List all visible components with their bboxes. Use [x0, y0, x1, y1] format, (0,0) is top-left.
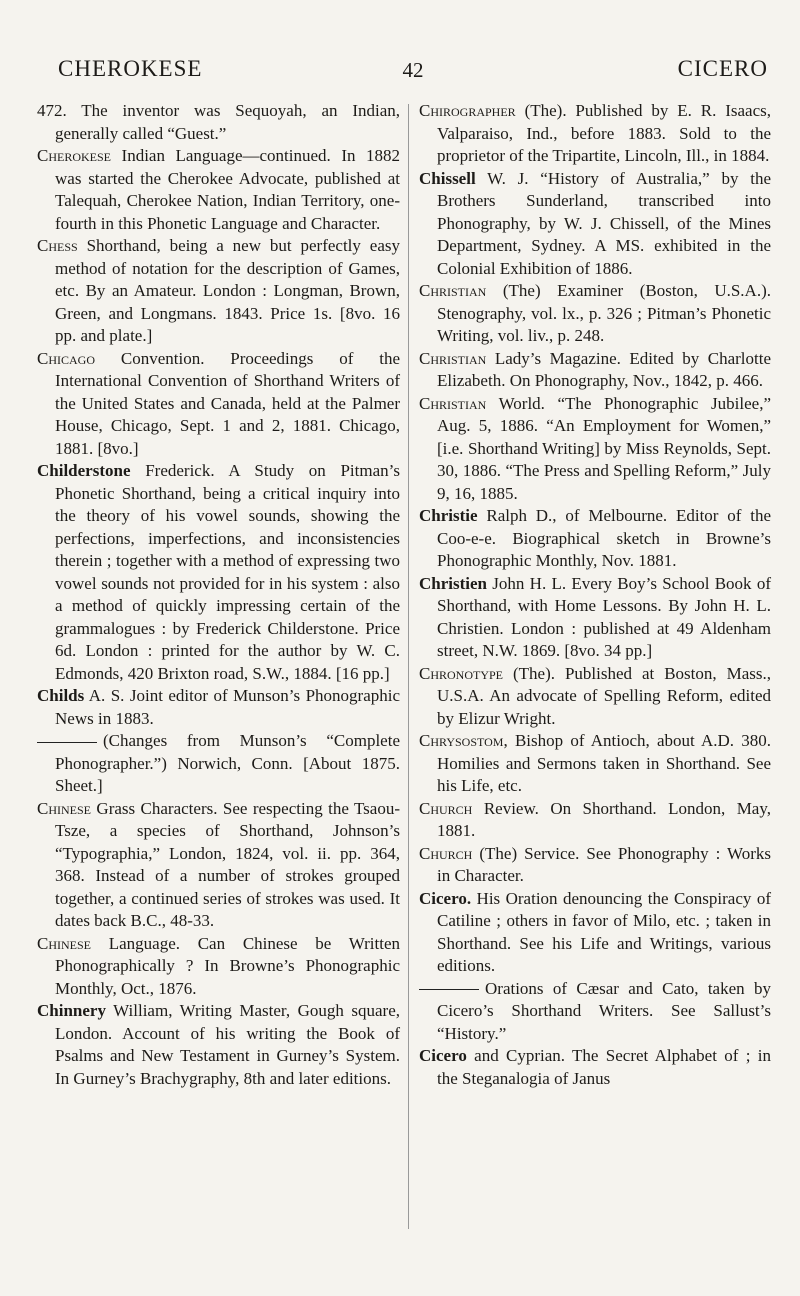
- entry: 472. The inventor was Sequoyah, an Indian, generally called “Guest.”: [37, 101, 400, 143]
- entry: [419, 843, 771, 888]
- entry-continuation: [37, 730, 400, 798]
- entry: [419, 505, 771, 573]
- entry-headword: Chicago: [37, 348, 96, 368]
- entry-text: and Cyprian. The Secret Alphabet of ; in the Steganalogia of Janus: [437, 1046, 771, 1088]
- entry-headword: Cicero: [419, 1046, 467, 1065]
- entry-text: Review. On Shorthand. London, May, 1881.: [437, 798, 772, 840]
- entry-text: (Changes from Munson’s “Complete Phonographer.”) Norwich, Conn. [About 1875. Sheet.]: [55, 731, 400, 795]
- entry-text: Shorthand, being a new but perfectly easy method of notation for the description of Games, etc. By an Amateur. London : Longman, Brown, Green, and Longmans. 1843. Price 1s. [8vo. 16 pp. and plate.]: [55, 236, 401, 345]
- entry-headword: Chinese: [37, 933, 92, 953]
- entry-text: W. J. “History of Australia,” by the Brothers Sunderland, transcribed into Phonography, by W. J. Chissell, of the Mines Department, Sydney. A MS. exhibited in the Colonial Exhibition of 1886.: [437, 168, 771, 278]
- entry-text: John H. L. Every Boy’s School Book of Shorthand, with Home Lessons. By John H. L. Christien. London : published at 49 Aldenham street, N.W. 1869. [8vo. 34 pp.]: [437, 573, 771, 660]
- entry-headword: Chess: [37, 236, 78, 255]
- entry: [37, 348, 400, 461]
- entry-headword: Christian: [419, 281, 487, 300]
- entry: [37, 1000, 400, 1090]
- entry: [419, 663, 771, 731]
- left-column: [37, 100, 400, 1090]
- header-left-word: CHEROKESE: [58, 56, 203, 81]
- entry-headword: Church: [419, 843, 473, 863]
- entry-text: (The) Service. See Phonography : Works in Character.: [437, 843, 772, 885]
- entry: [419, 280, 771, 348]
- entry: [419, 1045, 771, 1090]
- entry-headword: Cicero.: [419, 888, 472, 908]
- entry-text: Orations of Cæsar and Cato, taken by Cicero’s Shorthand Writers. See Sallust’s “History.”: [437, 978, 771, 1043]
- entry-text: (The) Examiner (Boston, U.S.A.). Stenography, vol. lx., p. 326 ; Pitman’s Phonetic Writing, vol. liv., p. 248.: [437, 281, 771, 345]
- entry-headword: Childs: [37, 686, 85, 705]
- entry: [419, 730, 771, 798]
- entry-headword: Christie: [419, 506, 478, 525]
- ditto-rule: [37, 742, 97, 743]
- entry-text: Indian Language—continued. In 1882 was started the Cherokee Advocate, published at Talequah, Cherokee Nation, Indian Territory, one-fourth in this Phonetic Language and Character.: [55, 146, 401, 233]
- entry: [419, 888, 771, 978]
- entry-continuation: [419, 978, 771, 1046]
- entry-text: World. “The Phonographic Jubilee,” Aug. 5, 1886. “An Employment for Women,” [i.e. Shorthand Writing] by Miss Reynolds, Sept. 30, 1886. “The Press and Spelling Reform,” July 9, 16, 1885.: [437, 393, 771, 503]
- running-header: [58, 56, 768, 86]
- entry: [37, 798, 400, 933]
- entry: [37, 235, 400, 348]
- entry: [37, 933, 400, 1001]
- ditto-rule: [419, 989, 479, 990]
- right-column: [419, 100, 771, 1090]
- page-number: 42: [402, 58, 424, 82]
- header-right-word: CICERO: [677, 56, 768, 81]
- entry: [419, 100, 771, 168]
- entry: [37, 685, 400, 730]
- entry-text: His Oration denouncing the Conspiracy of Catiline ; others in favor of Milo, etc. ; taken in Shorthand. See his Life and Writings, various editions.: [437, 888, 772, 975]
- entry-text: William, Writing Master, Gough square, London. Account of his writing the Book of Psalms and New Testament in Gurney’s System. In Gurney’s Brachygraphy, 8th and later editions.: [55, 1001, 400, 1088]
- entry-headword: Chissell: [419, 168, 476, 188]
- entry: [419, 798, 771, 843]
- entry-headword: Chrysostom,: [419, 731, 508, 750]
- column-divider: [408, 104, 409, 1229]
- entry: [37, 145, 400, 235]
- entry-headword: Church: [419, 798, 473, 818]
- entry-headword: Chirographer: [419, 101, 516, 120]
- entry-headword: Childerstone: [37, 461, 131, 480]
- entry-headword: Chronotype: [419, 663, 504, 683]
- entry: [37, 460, 400, 685]
- entry-text: Frederick. A Study on Pitman’s Phonetic Shorthand, being a critical inquiry into the theory of his vowel sounds, showing the perfections, imperfections, and inconsistencies therein ; together with a method of expressing two vowel sounds not provided for in his system : also a method of quickly impressing certain of the grammalogues : by Frederick Childerstone. Price 6d. London : printed for the author by W. C. Edmonds, 420 Brixton road, S.W., 1884. [16 pp.]: [55, 461, 400, 683]
- entry-headword: Cherokese: [37, 146, 112, 165]
- entry-text: (The). Published at Boston, Mass., U.S.A. An advocate of Spelling Reform, edited by Elizur Wright.: [437, 663, 771, 728]
- entry: [419, 348, 771, 393]
- entry-text: Language. Can Chinese be Written Phonographically ? In Browne’s Phonographic Monthly, Oct., 1876.: [55, 933, 400, 998]
- entry-headword: Chinnery: [37, 1001, 106, 1020]
- entry-text: A. S. Joint editor of Munson’s Phonographic News in 1883.: [55, 686, 401, 728]
- entry-text: Convention. Proceedings of the International Convention of Shorthand Writers of the United States and Canada, held at the Palmer House, Chicago, Sept. 1 and 2, 1881. Chicago, 1881. [8vo.]: [55, 348, 400, 458]
- entry-headword: Christian: [419, 348, 487, 368]
- entry-text: Grass Characters. See respecting the Tsaou-Tsze, a species of Shorthand, Johnson’s “Typographia,” London, 1824, vol. ii. pp. 364, 368. Instead of a number of strokes grouped together, a continued series of strokes was used. It dates back B.C., 48-33.: [55, 798, 400, 930]
- entry: [419, 393, 771, 506]
- entry: [419, 573, 771, 663]
- entry-text: Ralph D., of Melbourne. Editor of the Coo-e-e. Biographical sketch in Browne’s Phonographic Monthly, Nov. 1881.: [437, 506, 772, 570]
- entry-text: Lady’s Magazine. Edited by Charlotte Elizabeth. On Phonography, Nov., 1842, p. 466.: [437, 348, 771, 390]
- entry: [419, 168, 771, 281]
- entry-headword: Christian: [419, 393, 487, 413]
- entry-headword: Christien: [419, 573, 487, 593]
- entry-text: (The). Published by E. R. Isaacs, Valparaiso, Ind., before 1883. Sold to the proprietor of the Tripartite, Lincoln, Ill., in 1884.: [437, 101, 771, 165]
- entry-headword: Chinese: [37, 798, 92, 818]
- entry-text: Bishop of Antioch, about A.D. 380. Homilies and Sermons taken in Shorthand. See his Life, etc.: [437, 731, 771, 795]
